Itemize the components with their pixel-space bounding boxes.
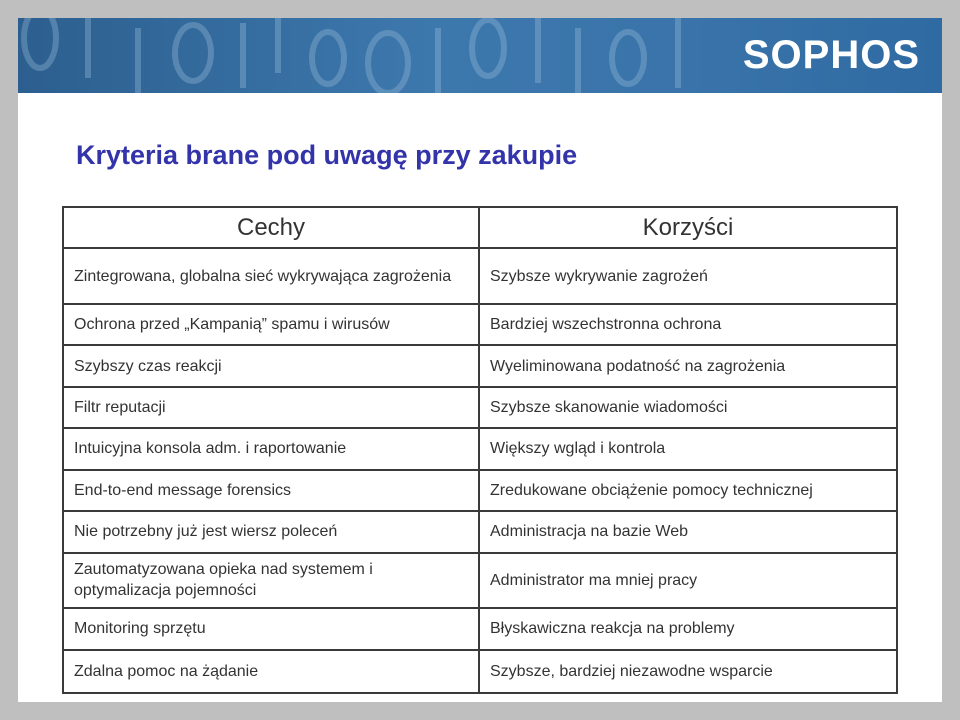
table-cell: Zredukowane obciążenie pomocy technicznej (480, 471, 896, 512)
header-banner (18, 18, 942, 93)
page-title: Kryteria brane pod uwagę przy zakupie (76, 140, 578, 170)
column-header-benefits: Korzyści (480, 208, 896, 249)
table-cell: End-to-end message forensics (64, 471, 478, 512)
slide (18, 18, 942, 702)
table-cell: Szybsze, bardziej niezawodne wsparcie (490, 662, 773, 680)
table-cell: Administrator ma mniej pracy (480, 554, 896, 609)
table-cell: Szybsze skanowanie wiadomości (480, 388, 896, 429)
table-cell: Większy wgląd i kontrola (480, 429, 896, 470)
table-cell: Monitoring sprzętu (64, 609, 478, 650)
table-cell: Administracja na bazie Web (480, 512, 896, 553)
benefits-column (480, 208, 896, 692)
features-column (64, 208, 480, 692)
table-cell: Bardziej wszechstronna ochrona (480, 305, 896, 346)
column-header-features: Cechy (64, 208, 478, 249)
table-cell: Filtr reputacji (64, 388, 478, 429)
table-cell: Zintegrowana, globalna sieć wykrywająca zagrożenia (64, 249, 478, 304)
table-cell: Szybsze wykrywanie zagrożeń (480, 249, 896, 304)
table-cell: Szybszy czas reakcji (64, 346, 478, 387)
criteria-table (62, 206, 898, 694)
sophos-logo: SOPHOS (742, 33, 920, 77)
table-cell: Ochrona przed „Kampanią” spamu i wirusów (64, 305, 478, 346)
table-cell: Wyeliminowana podatność na zagrożenia (480, 346, 896, 387)
table-cell: Zautomatyzowana opieka nad systemem i optymalizacja pojemności (64, 554, 478, 609)
table-cell: Intuicyjna konsola adm. i raportowanie (64, 429, 478, 470)
table-cell: Zdalna pomoc na żądanie (74, 662, 259, 680)
table-cell: Nie potrzebny już jest wiersz poleceń (64, 512, 478, 553)
table-cell: Błyskawiczna reakcja na problemy (480, 609, 896, 650)
